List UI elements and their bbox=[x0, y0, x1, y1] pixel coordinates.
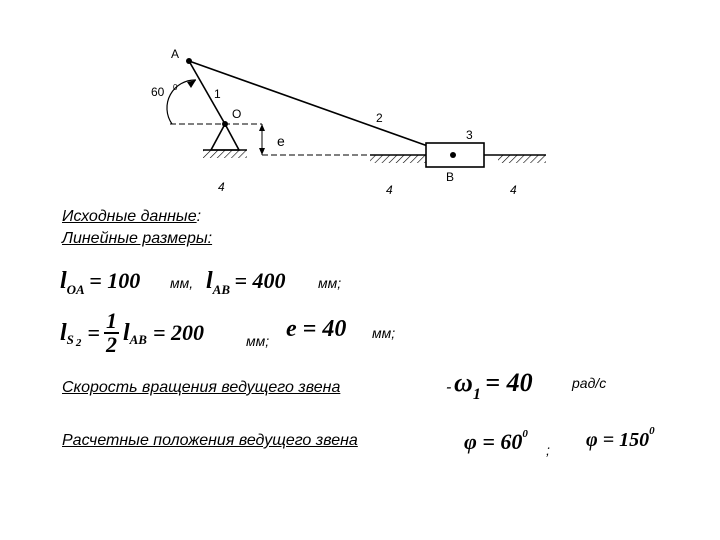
label-angle-deg: 0 bbox=[173, 83, 178, 92]
frac-den: 2 bbox=[105, 332, 117, 357]
phi1-sup: 0 bbox=[522, 428, 528, 440]
heading-initial-data bbox=[62, 208, 201, 226]
e-unit: мм; bbox=[372, 325, 396, 341]
phi1-text: φ = 60 bbox=[464, 429, 523, 454]
speed-label: Скорость вращения ведущего звена bbox=[62, 379, 341, 396]
heading-linear-sizes: Линейные размеры: bbox=[62, 230, 213, 247]
mechanism-diagram bbox=[0, 0, 720, 215]
omega-sub: 1 bbox=[472, 386, 481, 403]
ls2-l: l bbox=[60, 319, 67, 346]
joint-b bbox=[450, 152, 456, 158]
heading-main: Исходные данные bbox=[62, 208, 197, 225]
omega-symbol: ω bbox=[454, 368, 473, 397]
loa-sub: OA bbox=[66, 282, 85, 297]
ground-hatch-left bbox=[203, 150, 247, 158]
positions-label: Расчетные положения ведущего звена bbox=[62, 432, 358, 449]
formula-omega bbox=[454, 368, 533, 404]
formula-phi-60 bbox=[464, 428, 528, 455]
label-link-3: 3 bbox=[466, 128, 473, 142]
label-b: B bbox=[446, 170, 455, 184]
ls2-sub: S bbox=[66, 332, 74, 347]
ground-hatch-mid bbox=[370, 155, 426, 163]
ls2-sub3: AB bbox=[129, 332, 147, 347]
support-triangle bbox=[211, 124, 239, 150]
lab-l: l bbox=[206, 268, 213, 294]
heading-colon: : bbox=[196, 208, 202, 225]
omega-eq: = 40 bbox=[485, 368, 533, 397]
formula-loa bbox=[60, 268, 140, 298]
fraction-one-half bbox=[104, 310, 119, 356]
lab-eq: = 400 bbox=[234, 268, 286, 293]
label-e: e bbox=[277, 133, 285, 149]
ls2-sub2: 2 bbox=[75, 337, 82, 349]
ls2-eq2: = 200 bbox=[152, 320, 205, 345]
frac-num: 1 bbox=[105, 308, 117, 333]
formula-e: e = 40 bbox=[286, 316, 347, 342]
lab-sub: AB bbox=[212, 282, 231, 297]
joint-o bbox=[222, 121, 228, 127]
formula-phi-150 bbox=[586, 425, 655, 452]
label-frame-mid: 4 bbox=[386, 183, 393, 197]
label-frame-left: 4 bbox=[218, 180, 225, 194]
joint-a bbox=[186, 58, 192, 64]
ls2-l2: l bbox=[122, 319, 130, 346]
label-frame-right: 4 bbox=[510, 183, 517, 197]
label-angle: 60 bbox=[151, 85, 165, 99]
phi2-sup: 0 bbox=[649, 425, 655, 437]
omega-unit: рад/с bbox=[572, 375, 607, 391]
loa-l: l bbox=[60, 268, 67, 294]
label-a: A bbox=[171, 47, 180, 61]
formula-ls2 bbox=[60, 310, 204, 356]
speed-dash: - bbox=[446, 379, 452, 396]
formula-lab bbox=[206, 268, 286, 298]
ground-hatch-right bbox=[498, 155, 546, 163]
lab-unit: мм; bbox=[318, 275, 342, 291]
label-link-2: 2 bbox=[376, 111, 383, 125]
label-o: O bbox=[232, 107, 242, 121]
phi-separator: ; bbox=[546, 442, 550, 458]
ls2-eq1: = bbox=[87, 320, 100, 345]
loa-eq: = 100 bbox=[89, 268, 141, 293]
phi2-text: φ = 150 bbox=[586, 429, 650, 451]
label-link-1: 1 bbox=[214, 87, 221, 101]
loa-unit: мм, bbox=[170, 275, 194, 291]
ls2-unit: мм; bbox=[246, 333, 270, 349]
